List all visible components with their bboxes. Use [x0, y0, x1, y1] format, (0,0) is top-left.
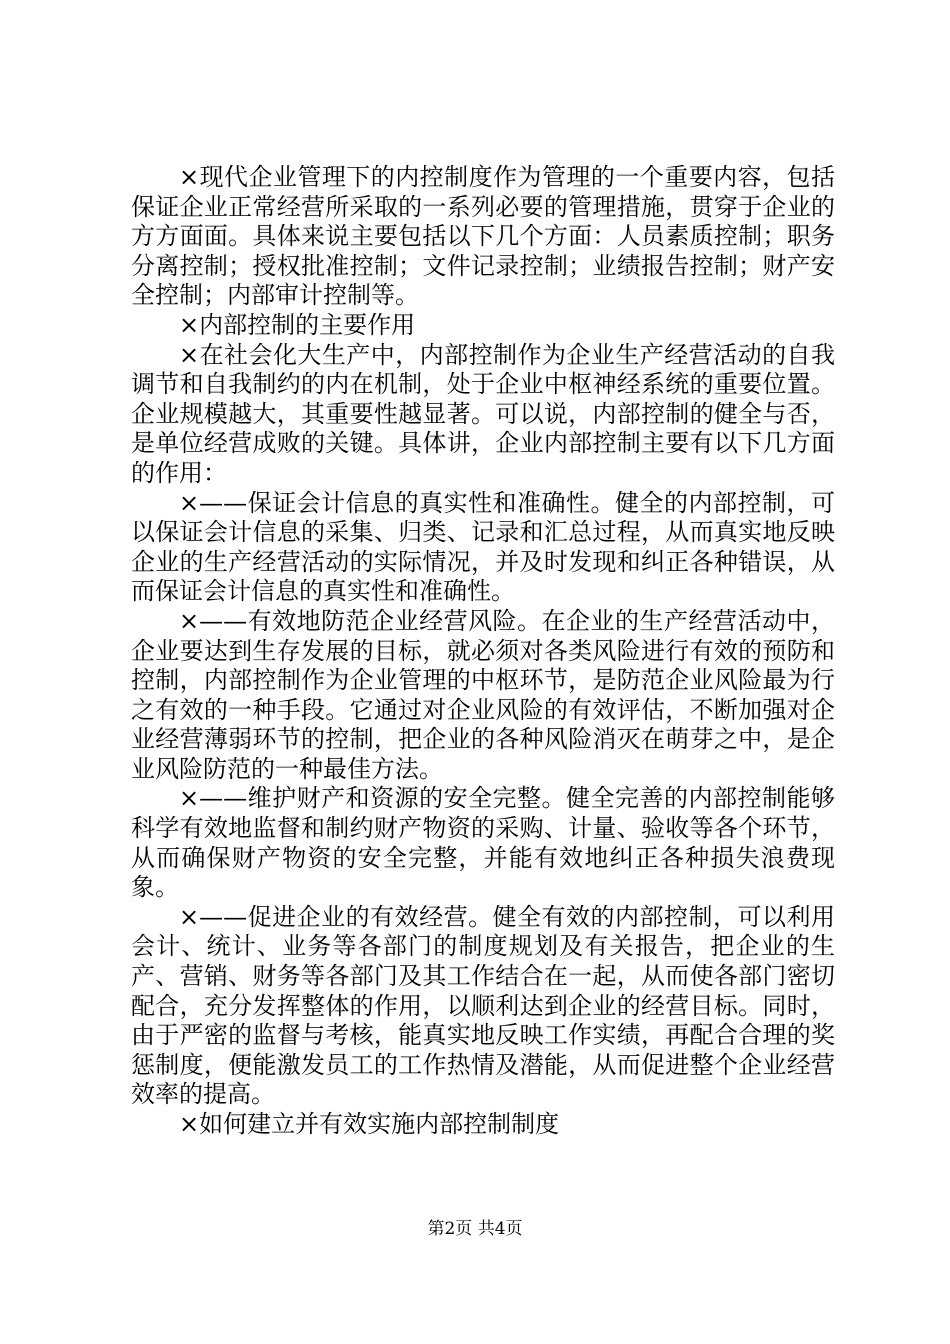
paragraph-effective-operation: ×——促进企业的有效经营。健全有效的内部控制，可以利用会计、统计、业务等各部门的制度规划及有关报告，把企业的生产、营销、财务等各部门及其工作结合在一起，从而使各部门密切配合，充分发挥整体的作用，以顺利达到企业的经营目标。同时，由于严密的监督与考核，能真实地反映工作实绩，再配合合理的奖惩制度，便能激发员工的工作热情及潜能，从而促进整个企业经营效率的提高。 — [131, 902, 835, 1109]
paragraph-accounting-info: ×——保证会计信息的真实性和准确性。健全的内部控制，可以保证会计信息的采集、归类、记录和汇总过程，从而真实地反映企业的生产经营活动的实际情况，并及时发现和纠正各种错误，从而保证会计信息的真实性和准确性。 — [131, 488, 835, 606]
document-body — [131, 163, 835, 1140]
section-heading-implementation: ×如何建立并有效实施内部控制制度 — [179, 1110, 560, 1138]
paragraph-risk-prevention: ×——有效地防范企业经营风险。在企业的生产经营活动中，企业要达到生存发展的目标，就必须对各类风险进行有效的预防和控制，内部控制作为企业管理的中枢环节，是防范企业风险最为行之有效的一种手段。它通过对企业风险的有效评估，不断加强对企业经营薄弱环节的控制，把企业的各种风险消灭在萌芽之中，是企业风险防范的一种最佳方法。 — [131, 606, 835, 783]
page-footer: 第2页 共4页 — [427, 1219, 523, 1239]
paragraph-main-role: ×在社会化大生产中，内部控制作为企业生产经营活动的自我调节和自我制约的内在机制，处于企业中枢神经系统的重要位置。企业规模越大，其重要性越显著。可以说，内部控制的健全与否，是单位经营成败的关键。具体讲，企业内部控制主要有以下几方面的作用： — [131, 340, 835, 487]
section-heading-main-role: ×内部控制的主要作用 — [179, 310, 416, 339]
paragraph-intro: ×现代企业管理下的内控制度作为管理的一个重要内容，包括保证企业正常经营所采取的一系列必要的管理措施，贯穿于企业的方方面面。具体来说主要包括以下几个方面：人员素质控制；职务分离控制；授权批准控制；文件记录控制；业绩报告控制；财产安全控制；内部审计控制等。 — [131, 163, 835, 310]
paragraph-asset-safety: ×——维护财产和资源的安全完整。健全完善的内部控制能够科学有效地监督和制约财产物资的采购、计量、验收等各个环节，从而确保财产物资的安全完整，并能有效地纠正各种损失浪费现象。 — [131, 784, 835, 902]
